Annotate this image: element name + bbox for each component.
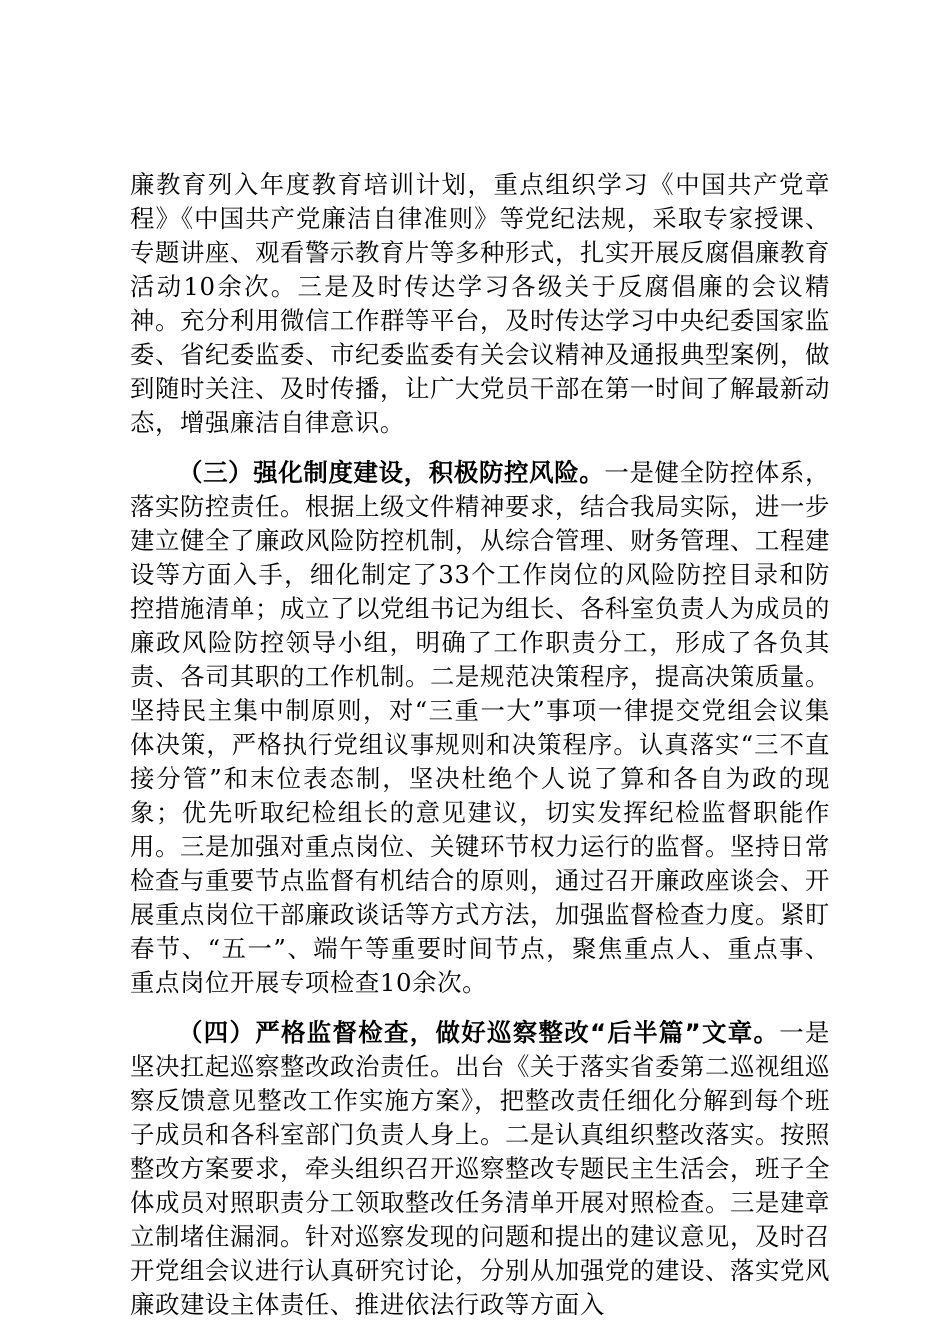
- paragraph-continued: [130, 168, 830, 440]
- paragraph-text: 廉教育列入年度教育培训计划，重点组织学习《中国共产党章程》《中国共产党廉洁自律准则》等党纪法规，采取专家授课、专题讲座、观看警示教育片等多种形式，扎实开展反腐倡廉教育活动10余次。三是及时传达学习各级关于反腐倡廉的会议精神。充分利用微信工作群等平台，及时传达学习中央纪委国家监委、省纪委监委、市纪委监委有关会议精神及通报典型案例，做到随时关注、及时传播，让广大党员干部在第一时间了解最新动态，增强廉洁自律意识。: [130, 170, 830, 437]
- section-heading: （三）强化制度建设，积极防控风险。: [178, 458, 605, 487]
- paragraph-text: 一是健全防控体系，落实防控责任。根据上级文件精神要求，结合我局实际，进一步建立健全了廉政风险防控机制，从综合管理、财务管理、工程建设等方面入手，细化制定了33个工作岗位的风险防控目录和防控措施清单；成立了以党组书记为组长、各科室负责人为成员的廉政风险防控领导小组，明确了工作职责分工，形成了各负其责、各司其职的工作机制。二是规范决策程序，提高决策质量。坚持民主集中制原则，对“三重一大”事项一律提交党组会议集体决策，严格执行党组议事规则和决策程序。认真落实“三不直接分管”和末位表态制，坚决杜绝个人说了算和各自为政的现象；优先听取纪检组长的意见建议，切实发挥纪检监督职能作用。三是加强对重点岗位、关键环节权力运行的监督。坚持日常检查与重要节点监督有机结合的原则，通过召开廉政座谈会、开展重点岗位干部廉政谈话等方式方法，加强监督检查力度。紧盯春节、“五一”、端午等重要时间节点，聚焦重点人、重点事、重点岗位开展专项检查10余次。: [130, 458, 831, 997]
- paragraph-section-3: [130, 456, 830, 1000]
- paragraph-section-4: [130, 1016, 830, 1322]
- document-page: [130, 168, 830, 1322]
- paragraph-text: 一是坚决扛起巡察整改政治责任。出台《关于落实省委第二巡视组巡察反馈意见整改工作实施方案》，把整改责任细化分解到每个班子成员和各科室部门负责人身上。二是认真组织整改落实。按照整改方案要求，牵头组织召开巡察整改专题民主生活会，班子全体成员对照职责分工领取整改任务清单开展对照检查。三是建章立制堵住漏洞。针对巡察发现的问题和提出的建议意见，及时召开党组会议进行认真研究讨论，分别从加强党的建设、落实党风廉政建设主体责任、推进依法行政等方面入: [130, 1018, 831, 1319]
- section-heading: （四）严格监督检查，做好巡察整改“后半篇”文章。: [178, 1018, 780, 1047]
